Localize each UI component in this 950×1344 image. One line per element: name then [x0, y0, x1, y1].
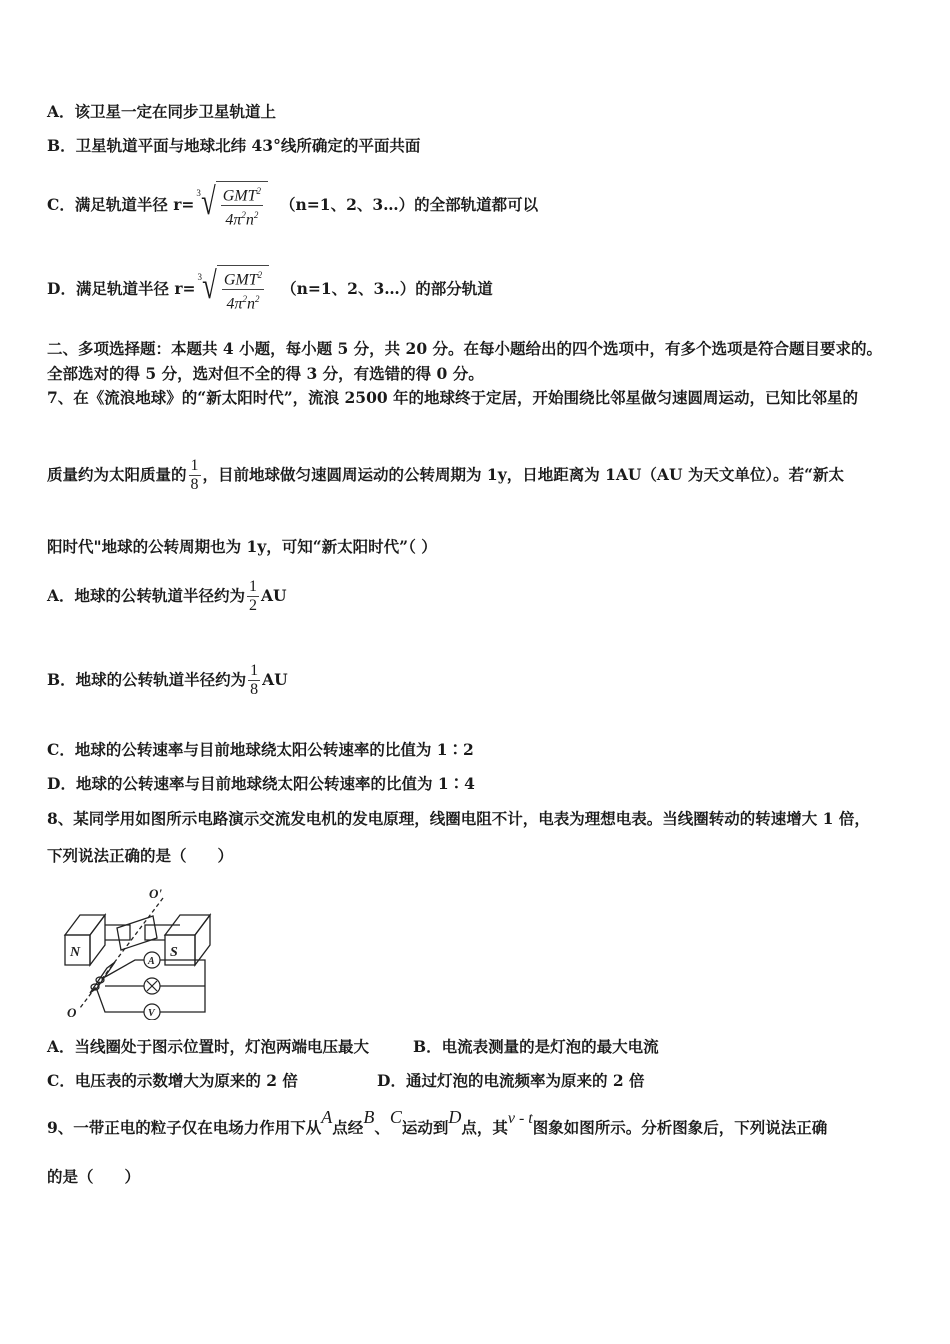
q9-stem-line2: 的是（ ） — [47, 1167, 141, 1186]
q7-stem-line2: 质量约为太阳质量的 $\frac{1}{8}$ ，目前地球做匀速圆周运动的公转周期为 1y，日地距离为 1AU（AU 为天文单位）。若“新太 — [47, 456, 845, 493]
axis-o-label: O — [67, 1005, 77, 1020]
q6-option-c-formula: 3 √ $\frac{GMT^2}{4\pi^2n^2}$ — [196, 181, 268, 230]
q9-stem-line1: 9、一带正电的粒子仅在电场力作用下从A点经B、C运动到D点，其v - t图象如图所示。分析图象后，下列说法正确 — [47, 1107, 828, 1137]
q7-stem-line3: 阳时代"地球的公转周期也为 1y，可知“新太阳时代”（ ） — [47, 537, 437, 556]
q8-option-a: A．当线圈处于图示位置时，灯泡两端电压最大 — [47, 1037, 370, 1056]
generator-circuit-figure — [55, 880, 220, 1020]
q6-option-d: D．满足轨道半径 r= 3 √ $\frac{GMT^2}{4\pi^2n^2}$ （n=1、2、3…）的部分轨道 — [47, 264, 493, 313]
q7-mass-fraction: $\frac{1}{8}$ — [190, 456, 199, 493]
ammeter-label: A — [148, 956, 155, 967]
magnet-n-label: N — [70, 945, 81, 960]
section2-header-line2: 全部选对的得 5 分，选对但不全的得 3 分，有选错的得 0 分。 — [47, 364, 484, 383]
magnet-s-label: S — [170, 945, 178, 960]
q7-option-c: C．地球的公转速率与目前地球绕太阳公转速率的比值为 1∶2 — [47, 740, 474, 759]
q7-option-a: A．地球的公转轨道半径约为 $\frac{1}{2}$ AU — [47, 577, 287, 614]
q8-stem-line1: 8、某同学用如图所示电路演示交流发电机的发电原理，线圈电阻不计，电表为理想电表。当线圈转动的转速增大 1 倍， — [47, 809, 870, 828]
q6-option-c: C．满足轨道半径 r= 3 √ $\frac{GMT^2}{4\pi^2n^2}$ （n=1、2、3…）的全部轨道都可以 — [47, 180, 539, 229]
q8-option-b: B．电流表测量的是灯泡的最大电流 — [413, 1037, 659, 1056]
section2-header-line1: 二、多项选择题：本题共 4 小题，每小题 5 分，共 20 分。在每小题给出的四个选项中，有多个选项是符合题目要求的。 — [47, 339, 883, 358]
q6-option-a: A．该卫星一定在同步卫星轨道上 — [47, 102, 277, 121]
q8-stem-line2: 下列说法正确的是（ ） — [47, 846, 234, 865]
voltmeter-label: V — [148, 1008, 155, 1019]
q8-option-d: D．通过灯泡的电流频率为原来的 2 倍 — [377, 1071, 645, 1090]
q7-option-b: B．地球的公转轨道半径约为 $\frac{1}{8}$ AU — [47, 661, 288, 698]
axis-o-prime-label: O' — [149, 886, 162, 901]
q7-stem-line1: 7、在《流浪地球》的“新太阳时代”，流浪 2500 年的地球终于定居，开始围绕比邻星做匀速圆周运动，已知比邻星的 — [47, 388, 859, 407]
q6-option-d-formula: 3 √ $\frac{GMT^2}{4\pi^2n^2}$ — [198, 265, 270, 314]
q7-option-d: D．地球的公转速率与目前地球绕太阳公转速率的比值为 1∶4 — [47, 774, 475, 793]
q6-option-b: B．卫星轨道平面与地球北纬 43°线所确定的平面共面 — [47, 136, 421, 155]
q8-option-c: C．电压表的示数增大为原来的 2 倍 — [47, 1071, 298, 1090]
